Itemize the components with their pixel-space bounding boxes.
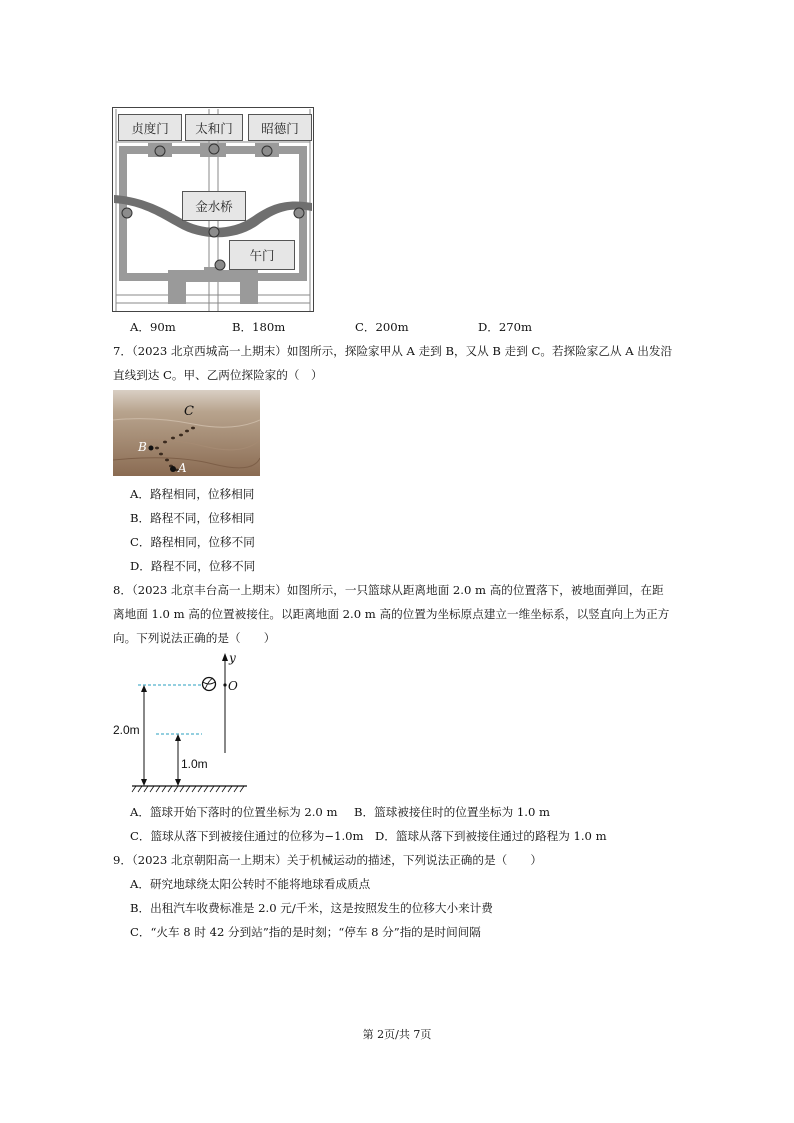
q8-option-a: A．篮球开始下落时的位置坐标为 2.0 m	[130, 805, 338, 819]
q6-option-d: D．270m	[478, 320, 533, 334]
height-label-1m: 1.0m	[181, 757, 208, 771]
q9-stem-line1: 9．（2023 北京朝阳高一上期末）关于机械运动的描述，下列说法正确的是（ ）	[113, 853, 542, 867]
q7-stem-line2: 直线到达 C。甲、乙两位探险家的（ ）	[113, 368, 323, 382]
q8-stem-line2: 离地面 1.0 m 高的位置被接住。以距离地面 2.0 m 高的位置为坐标原点建立一维坐标系，以竖直向上为正方	[113, 607, 670, 621]
q7-option-a: A．路程相同，位移相同	[130, 487, 255, 501]
q7-option-b: B．路程不同，位移相同	[130, 511, 255, 525]
photo-label-c: C	[184, 404, 194, 419]
height-label-2m: 2.0m	[113, 723, 140, 737]
map-label-jinshuiqiao: 金水桥	[182, 191, 246, 221]
map-label-wumen: 午门	[229, 240, 295, 270]
q7-option-c: C．路程相同，位移不同	[130, 535, 255, 549]
q7-option-d: D．路程不同，位移不同	[130, 559, 256, 573]
q7-stem-line1: 7．（2023 北京西城高一上期末）如图所示，探险家甲从 A 走到 B，又从 B 走到 C。若探险家乙从 A 出发沿	[113, 344, 673, 358]
page-number-footer: 第 2页/共 7页	[362, 1028, 432, 1041]
q9-option-c: C．“火车 8 时 42 分到站”指的是时刻；“停车 8 分”指的是时间间隔	[130, 925, 481, 939]
photo-label-b: B	[138, 440, 147, 454]
q8-option-c: C．篮球从落下到被接住通过的位移为−1.0m	[130, 829, 364, 843]
photo-label-a: A	[178, 461, 187, 475]
map-label-taihemen: 太和门	[185, 114, 243, 141]
axis-label-y: y	[229, 651, 236, 665]
q8-option-d: D．篮球从落下到被接住通过的路程为 1.0 m	[375, 829, 607, 843]
map-label-zhaodemen: 昭德门	[248, 114, 312, 141]
origin-label-o: O	[228, 679, 238, 693]
q8-stem-line3: 向。下列说法正确的是（ ）	[113, 631, 276, 645]
map-label-zhendumen: 贞度门	[118, 114, 182, 141]
q9-option-a: A．研究地球绕太阳公转时不能将地球看成质点	[130, 877, 371, 891]
q9-option-b: B．出租汽车收费标准是 2.0 元/千米，这是按照发生的位移大小来计费	[130, 901, 493, 915]
q8-option-b: B．篮球被接住时的位置坐标为 1.0 m	[354, 805, 551, 819]
q6-option-c: C．200m	[355, 320, 409, 334]
q8-stem-line1: 8．（2023 北京丰台高一上期末）如图所示，一只篮球从距离地面 2.0 m 高的位置落下，被地面弹回，在距	[113, 583, 664, 597]
q6-option-b: B．180m	[232, 320, 286, 334]
q6-option-a: A．90m	[130, 320, 176, 334]
